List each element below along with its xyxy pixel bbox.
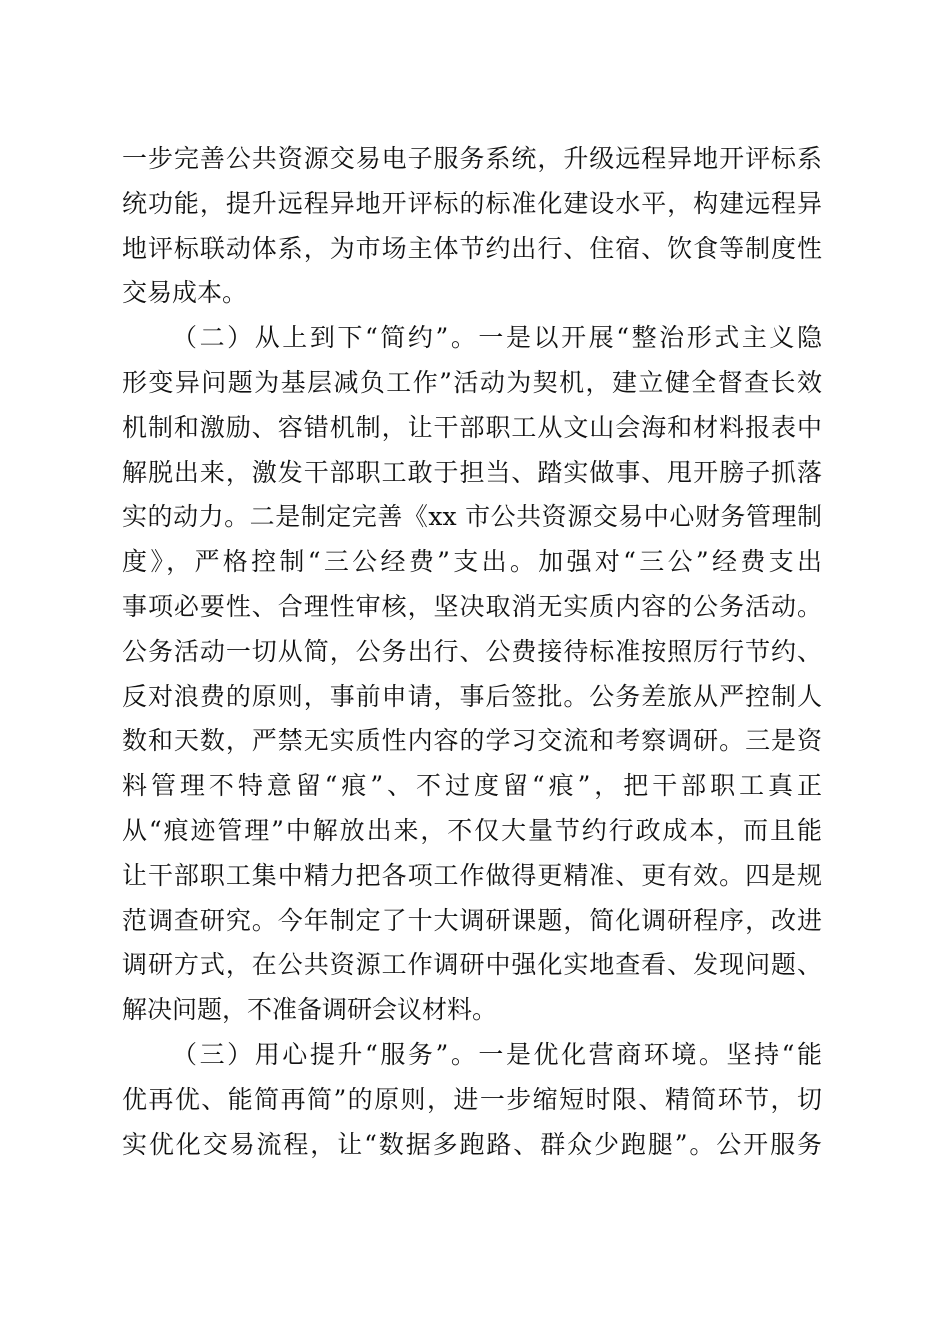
text-line: 范调查研究。今年制定了十大调研课题，简化调研程序，改进 [122,905,822,935]
text-line: 实的动力。二是制定完善《xx 市公共资源交易中心财务管理制 [122,502,822,532]
text-line: 统功能，提升远程异地开评标的标准化建设水平，构建远程异 [122,188,822,218]
text-line: 反对浪费的原则，事前申请，事后签批。公务差旅从严控制人 [122,681,822,711]
paragraph-2 [122,316,822,1033]
text-line: 机制和激励、容错机制，让干部职工从文山会海和材料报表中 [122,412,822,442]
text-line: 公务活动一切从简，公务出行、公费接待标准按照厉行节约、 [122,636,822,666]
text-line: （三）用心提升“服务”。一是优化营商环境。坚持“能 [172,1039,822,1069]
document-body [122,137,822,1167]
text-line: 从“痕迹管理”中解放出来，不仅大量节约行政成本，而且能 [122,815,822,845]
text-line: 实优化交易流程，让“数据多跑路、群众少跑腿”。公开服务 [122,1129,822,1159]
text-line: 一步完善公共资源交易电子服务系统，升级远程异地开评标系 [122,144,822,173]
text-line: 解脱出来，激发干部职工敢于担当、踏实做事、甩开膀子抓落 [122,457,822,487]
text-line: （二）从上到下“简约”。一是以开展“整治形式主义隐 [172,323,822,353]
text-line: 交易成本。 [122,278,248,308]
text-line: 优再优、能简再简”的原则，进一步缩短时限、精简环节，切 [122,1084,822,1114]
text-line: 调研方式，在公共资源工作调研中强化实地查看、发现问题、 [122,950,822,980]
text-line: 解决问题，不准备调研会议材料。 [122,995,498,1025]
paragraph-1 [122,137,822,316]
text-line: 数和天数，严禁无实质性内容的学习交流和考察调研。三是资 [122,726,822,756]
text-line: 料管理不特意留“痕”、不过度留“痕”，把干部职工真正 [122,771,822,801]
text-line: 让干部职工集中精力把各项工作做得更精准、更有效。四是规 [122,860,822,890]
text-line: 地评标联动体系，为市场主体节约出行、住宿、饮食等制度性 [122,233,822,263]
text-line: 度》，严格控制“三公经费”支出。加强对“三公”经费支出 [122,547,822,577]
paragraph-3 [122,1033,822,1167]
text-line: 事项必要性、合理性审核，坚决取消无实质内容的公务活动。 [122,591,822,621]
text-line: 形变异问题为基层减负工作”活动为契机，建立健全督查长效 [122,367,822,397]
